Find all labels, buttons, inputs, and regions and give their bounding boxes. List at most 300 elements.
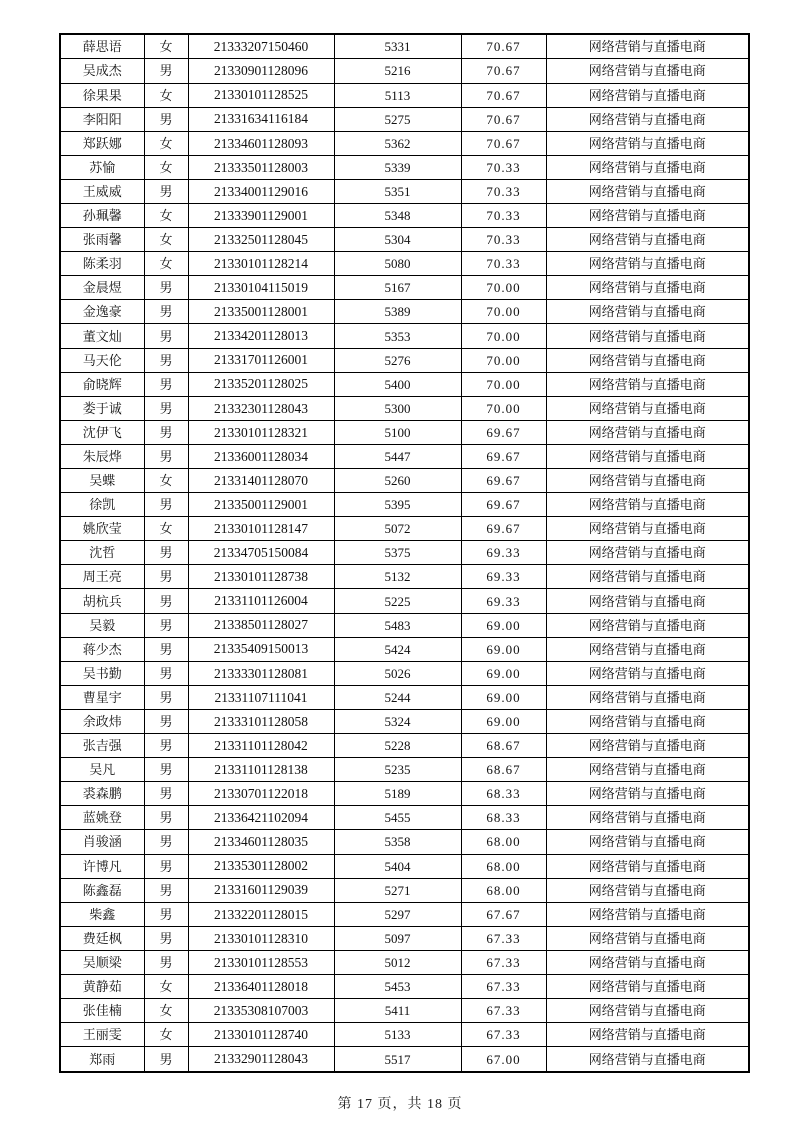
cell-name: 黄静茹 — [60, 974, 144, 998]
table-row — [60, 1047, 749, 1072]
cell-gender: 女 — [144, 469, 188, 493]
cell-exam-id: 21334601128093 — [188, 131, 334, 155]
cell-candidate-number: 5362 — [334, 131, 461, 155]
cell-name: 陈鑫磊 — [60, 878, 144, 902]
table-row — [60, 974, 749, 998]
cell-exam-id: 21331701126001 — [188, 348, 334, 372]
table-row — [60, 926, 749, 950]
cell-name: 许博凡 — [60, 854, 144, 878]
cell-candidate-number: 5455 — [334, 806, 461, 830]
cell-name: 王丽雯 — [60, 1023, 144, 1047]
cell-gender: 男 — [144, 589, 188, 613]
cell-exam-id: 21330101128147 — [188, 517, 334, 541]
table-row — [60, 613, 749, 637]
cell-major: 网络营销与直播电商 — [546, 830, 749, 854]
cell-candidate-number: 5026 — [334, 661, 461, 685]
cell-name: 马天伦 — [60, 348, 144, 372]
cell-major: 网络营销与直播电商 — [546, 372, 749, 396]
cell-name: 柴鑫 — [60, 902, 144, 926]
cell-score: 67.33 — [461, 999, 546, 1023]
cell-major: 网络营销与直播电商 — [546, 179, 749, 203]
cell-score: 67.33 — [461, 926, 546, 950]
cell-name: 吴书勤 — [60, 661, 144, 685]
table-row — [60, 878, 749, 902]
cell-major: 网络营销与直播电商 — [546, 34, 749, 59]
cell-gender: 男 — [144, 107, 188, 131]
cell-candidate-number: 5300 — [334, 396, 461, 420]
cell-score: 70.33 — [461, 252, 546, 276]
cell-score: 70.00 — [461, 348, 546, 372]
cell-score: 68.00 — [461, 854, 546, 878]
cell-name: 姚欣莹 — [60, 517, 144, 541]
cell-exam-id: 21330101128740 — [188, 1023, 334, 1047]
cell-name: 曹星宇 — [60, 685, 144, 709]
cell-candidate-number: 5189 — [334, 782, 461, 806]
cell-major: 网络营销与直播电商 — [546, 300, 749, 324]
cell-score: 70.67 — [461, 131, 546, 155]
cell-major: 网络营销与直播电商 — [546, 637, 749, 661]
table-row — [60, 661, 749, 685]
cell-score: 67.33 — [461, 974, 546, 998]
table-row — [60, 420, 749, 444]
cell-score: 69.67 — [461, 493, 546, 517]
cell-exam-id: 21334001129016 — [188, 179, 334, 203]
cell-gender: 男 — [144, 493, 188, 517]
cell-candidate-number: 5225 — [334, 589, 461, 613]
cell-name: 吴蝶 — [60, 469, 144, 493]
cell-gender: 男 — [144, 685, 188, 709]
cell-major: 网络营销与直播电商 — [546, 276, 749, 300]
cell-score: 70.67 — [461, 59, 546, 83]
cell-gender: 女 — [144, 155, 188, 179]
cell-score: 69.00 — [461, 685, 546, 709]
cell-name: 张吉强 — [60, 734, 144, 758]
cell-score: 70.33 — [461, 155, 546, 179]
cell-name: 金晨煜 — [60, 276, 144, 300]
cell-score: 67.67 — [461, 902, 546, 926]
cell-major: 网络营销与直播电商 — [546, 734, 749, 758]
cell-name: 吴成杰 — [60, 59, 144, 83]
cell-name: 娄于诚 — [60, 396, 144, 420]
cell-gender: 男 — [144, 878, 188, 902]
cell-exam-id: 21330101128214 — [188, 252, 334, 276]
cell-candidate-number: 5097 — [334, 926, 461, 950]
cell-major: 网络营销与直播电商 — [546, 565, 749, 589]
table-row — [60, 372, 749, 396]
cell-candidate-number: 5080 — [334, 252, 461, 276]
table-row — [60, 999, 749, 1023]
cell-major: 网络营销与直播电商 — [546, 661, 749, 685]
cell-candidate-number: 5167 — [334, 276, 461, 300]
cell-candidate-number: 5447 — [334, 444, 461, 468]
cell-score: 69.33 — [461, 541, 546, 565]
cell-name: 沈伊飞 — [60, 420, 144, 444]
cell-name: 王威威 — [60, 179, 144, 203]
cell-name: 张雨馨 — [60, 228, 144, 252]
cell-score: 69.00 — [461, 661, 546, 685]
cell-exam-id: 21332501128045 — [188, 228, 334, 252]
table-row — [60, 107, 749, 131]
cell-exam-id: 21334601128035 — [188, 830, 334, 854]
table-row — [60, 300, 749, 324]
table-row — [60, 324, 749, 348]
cell-name: 董文灿 — [60, 324, 144, 348]
cell-name: 李阳阳 — [60, 107, 144, 131]
cell-exam-id: 21335409150013 — [188, 637, 334, 661]
cell-candidate-number: 5228 — [334, 734, 461, 758]
cell-exam-id: 21334201128013 — [188, 324, 334, 348]
cell-score: 68.00 — [461, 878, 546, 902]
table-row — [60, 155, 749, 179]
cell-score: 69.00 — [461, 709, 546, 733]
cell-major: 网络营销与直播电商 — [546, 974, 749, 998]
cell-candidate-number: 5276 — [334, 348, 461, 372]
student-roster-table — [59, 33, 750, 1073]
page-number-footer: 第 17 页，共 18 页 — [337, 1097, 463, 1112]
cell-name: 费廷枫 — [60, 926, 144, 950]
cell-major: 网络营销与直播电商 — [546, 709, 749, 733]
cell-exam-id: 21334705150084 — [188, 541, 334, 565]
cell-exam-id: 21335201128025 — [188, 372, 334, 396]
cell-candidate-number: 5375 — [334, 541, 461, 565]
cell-score: 70.67 — [461, 34, 546, 59]
cell-major: 网络营销与直播电商 — [546, 493, 749, 517]
cell-exam-id: 21331101128042 — [188, 734, 334, 758]
cell-gender: 女 — [144, 252, 188, 276]
cell-gender: 男 — [144, 420, 188, 444]
cell-name: 徐凯 — [60, 493, 144, 517]
cell-name: 周王亮 — [60, 565, 144, 589]
cell-exam-id: 21330101128525 — [188, 83, 334, 107]
cell-exam-id: 21330701122018 — [188, 782, 334, 806]
cell-gender: 男 — [144, 661, 188, 685]
table-row — [60, 517, 749, 541]
cell-gender: 男 — [144, 613, 188, 637]
cell-gender: 男 — [144, 541, 188, 565]
cell-major: 网络营销与直播电商 — [546, 420, 749, 444]
cell-score: 70.33 — [461, 179, 546, 203]
cell-exam-id: 21335001128001 — [188, 300, 334, 324]
cell-major: 网络营销与直播电商 — [546, 1047, 749, 1072]
cell-major: 网络营销与直播电商 — [546, 1023, 749, 1047]
cell-major: 网络营销与直播电商 — [546, 228, 749, 252]
cell-candidate-number: 5331 — [334, 34, 461, 59]
cell-gender: 男 — [144, 902, 188, 926]
cell-major: 网络营销与直播电商 — [546, 854, 749, 878]
cell-gender: 男 — [144, 758, 188, 782]
cell-gender: 女 — [144, 974, 188, 998]
table-row — [60, 59, 749, 83]
cell-candidate-number: 5324 — [334, 709, 461, 733]
cell-score: 70.33 — [461, 203, 546, 227]
cell-exam-id: 21332201128015 — [188, 902, 334, 926]
cell-exam-id: 21330101128553 — [188, 950, 334, 974]
cell-candidate-number: 5351 — [334, 179, 461, 203]
cell-name: 肖骏涵 — [60, 830, 144, 854]
cell-major: 网络营销与直播电商 — [546, 950, 749, 974]
cell-score: 68.67 — [461, 758, 546, 782]
cell-exam-id: 21331601129039 — [188, 878, 334, 902]
cell-candidate-number: 5100 — [334, 420, 461, 444]
cell-score: 69.33 — [461, 589, 546, 613]
cell-major: 网络营销与直播电商 — [546, 348, 749, 372]
cell-major: 网络营销与直播电商 — [546, 83, 749, 107]
table-row — [60, 902, 749, 926]
cell-exam-id: 21331107111041 — [188, 685, 334, 709]
cell-exam-id: 21333101128058 — [188, 709, 334, 733]
cell-name: 孙珮馨 — [60, 203, 144, 227]
cell-candidate-number: 5404 — [334, 854, 461, 878]
table-row — [60, 276, 749, 300]
cell-exam-id: 21331634116184 — [188, 107, 334, 131]
table-row — [60, 637, 749, 661]
cell-name: 张佳楠 — [60, 999, 144, 1023]
cell-candidate-number: 5260 — [334, 469, 461, 493]
cell-major: 网络营销与直播电商 — [546, 902, 749, 926]
cell-major: 网络营销与直播电商 — [546, 806, 749, 830]
cell-candidate-number: 5517 — [334, 1047, 461, 1072]
cell-score: 69.00 — [461, 637, 546, 661]
cell-candidate-number: 5358 — [334, 830, 461, 854]
table-row — [60, 685, 749, 709]
table-row — [60, 1023, 749, 1047]
cell-exam-id: 21336001128034 — [188, 444, 334, 468]
cell-gender: 男 — [144, 950, 188, 974]
cell-exam-id: 21330901128096 — [188, 59, 334, 83]
cell-exam-id: 21333207150460 — [188, 34, 334, 59]
cell-name: 郑雨 — [60, 1047, 144, 1072]
cell-score: 70.67 — [461, 83, 546, 107]
cell-exam-id: 21338501128027 — [188, 613, 334, 637]
cell-major: 网络营销与直播电商 — [546, 155, 749, 179]
cell-gender: 女 — [144, 517, 188, 541]
cell-major: 网络营销与直播电商 — [546, 589, 749, 613]
cell-score: 67.33 — [461, 1023, 546, 1047]
table-row — [60, 469, 749, 493]
cell-candidate-number: 5133 — [334, 1023, 461, 1047]
cell-exam-id: 21331401128070 — [188, 469, 334, 493]
table-row — [60, 565, 749, 589]
cell-name: 吴顺梁 — [60, 950, 144, 974]
table-row — [60, 782, 749, 806]
cell-candidate-number: 5389 — [334, 300, 461, 324]
table-row — [60, 806, 749, 830]
table-row — [60, 34, 749, 59]
cell-exam-id: 21333501128003 — [188, 155, 334, 179]
cell-score: 68.33 — [461, 806, 546, 830]
cell-candidate-number: 5424 — [334, 637, 461, 661]
cell-major: 网络营销与直播电商 — [546, 685, 749, 709]
cell-candidate-number: 5271 — [334, 878, 461, 902]
cell-major: 网络营销与直播电商 — [546, 517, 749, 541]
cell-exam-id: 21336421102094 — [188, 806, 334, 830]
cell-score: 68.67 — [461, 734, 546, 758]
cell-major: 网络营销与直播电商 — [546, 396, 749, 420]
cell-gender: 男 — [144, 709, 188, 733]
cell-candidate-number: 5395 — [334, 493, 461, 517]
cell-candidate-number: 5453 — [334, 974, 461, 998]
cell-name: 裘森鹏 — [60, 782, 144, 806]
table-row — [60, 493, 749, 517]
cell-gender: 男 — [144, 854, 188, 878]
cell-gender: 女 — [144, 203, 188, 227]
cell-score: 69.67 — [461, 420, 546, 444]
cell-exam-id: 21335001129001 — [188, 493, 334, 517]
cell-gender: 女 — [144, 999, 188, 1023]
cell-candidate-number: 5012 — [334, 950, 461, 974]
table-row — [60, 758, 749, 782]
cell-gender: 男 — [144, 734, 188, 758]
cell-name: 郑跃娜 — [60, 131, 144, 155]
cell-gender: 男 — [144, 926, 188, 950]
cell-score: 70.33 — [461, 228, 546, 252]
cell-exam-id: 21331101128138 — [188, 758, 334, 782]
cell-gender: 男 — [144, 324, 188, 348]
cell-gender: 男 — [144, 179, 188, 203]
cell-exam-id: 21335308107003 — [188, 999, 334, 1023]
cell-candidate-number: 5113 — [334, 83, 461, 107]
cell-score: 70.00 — [461, 396, 546, 420]
cell-candidate-number: 5132 — [334, 565, 461, 589]
cell-gender: 男 — [144, 444, 188, 468]
cell-name: 吴凡 — [60, 758, 144, 782]
cell-gender: 男 — [144, 276, 188, 300]
table-body — [60, 34, 749, 1072]
cell-candidate-number: 5483 — [334, 613, 461, 637]
cell-exam-id: 21333301128081 — [188, 661, 334, 685]
cell-major: 网络营销与直播电商 — [546, 878, 749, 902]
cell-name: 蒋少杰 — [60, 637, 144, 661]
cell-exam-id: 21330104115019 — [188, 276, 334, 300]
cell-gender: 女 — [144, 228, 188, 252]
cell-exam-id: 21332901128043 — [188, 1047, 334, 1072]
cell-name: 薛思语 — [60, 34, 144, 59]
table-row — [60, 83, 749, 107]
cell-major: 网络营销与直播电商 — [546, 203, 749, 227]
cell-name: 朱辰烨 — [60, 444, 144, 468]
cell-gender: 女 — [144, 83, 188, 107]
cell-candidate-number: 5235 — [334, 758, 461, 782]
table-row — [60, 228, 749, 252]
cell-name: 徐果果 — [60, 83, 144, 107]
cell-gender: 男 — [144, 396, 188, 420]
cell-gender: 男 — [144, 782, 188, 806]
table-row — [60, 830, 749, 854]
cell-gender: 男 — [144, 806, 188, 830]
cell-name: 余政炜 — [60, 709, 144, 733]
cell-major: 网络营销与直播电商 — [546, 131, 749, 155]
cell-score: 68.00 — [461, 830, 546, 854]
table-row — [60, 179, 749, 203]
cell-name: 胡杭兵 — [60, 589, 144, 613]
cell-score: 69.67 — [461, 517, 546, 541]
cell-candidate-number: 5072 — [334, 517, 461, 541]
cell-candidate-number: 5304 — [334, 228, 461, 252]
cell-major: 网络营销与直播电商 — [546, 541, 749, 565]
cell-major: 网络营销与直播电商 — [546, 444, 749, 468]
table-row — [60, 252, 749, 276]
cell-candidate-number: 5353 — [334, 324, 461, 348]
cell-exam-id: 21336401128018 — [188, 974, 334, 998]
cell-gender: 男 — [144, 59, 188, 83]
table-row — [60, 854, 749, 878]
cell-candidate-number: 5216 — [334, 59, 461, 83]
table-row — [60, 131, 749, 155]
cell-major: 网络营销与直播电商 — [546, 999, 749, 1023]
cell-candidate-number: 5297 — [334, 902, 461, 926]
cell-candidate-number: 5400 — [334, 372, 461, 396]
table-row — [60, 709, 749, 733]
cell-name: 吴毅 — [60, 613, 144, 637]
table-row — [60, 734, 749, 758]
cell-name: 陈柔羽 — [60, 252, 144, 276]
cell-candidate-number: 5275 — [334, 107, 461, 131]
cell-exam-id: 21332301128043 — [188, 396, 334, 420]
cell-candidate-number: 5411 — [334, 999, 461, 1023]
cell-gender: 男 — [144, 1047, 188, 1072]
cell-exam-id: 21335301128002 — [188, 854, 334, 878]
cell-candidate-number: 5348 — [334, 203, 461, 227]
cell-exam-id: 21330101128310 — [188, 926, 334, 950]
cell-exam-id: 21330101128321 — [188, 420, 334, 444]
cell-score: 69.33 — [461, 565, 546, 589]
cell-score: 67.00 — [461, 1047, 546, 1072]
cell-gender: 男 — [144, 637, 188, 661]
cell-name: 苏愉 — [60, 155, 144, 179]
cell-name: 俞晓辉 — [60, 372, 144, 396]
table-row — [60, 589, 749, 613]
cell-score: 69.00 — [461, 613, 546, 637]
cell-major: 网络营销与直播电商 — [546, 59, 749, 83]
cell-gender: 男 — [144, 565, 188, 589]
cell-gender: 女 — [144, 34, 188, 59]
cell-score: 70.00 — [461, 276, 546, 300]
cell-gender: 男 — [144, 300, 188, 324]
cell-score: 67.33 — [461, 950, 546, 974]
cell-major: 网络营销与直播电商 — [546, 324, 749, 348]
table-row — [60, 541, 749, 565]
cell-candidate-number: 5244 — [334, 685, 461, 709]
table-row — [60, 396, 749, 420]
cell-score: 70.00 — [461, 300, 546, 324]
table-row — [60, 348, 749, 372]
cell-score: 68.33 — [461, 782, 546, 806]
cell-score: 69.67 — [461, 469, 546, 493]
cell-exam-id: 21333901129001 — [188, 203, 334, 227]
cell-major: 网络营销与直播电商 — [546, 613, 749, 637]
table-row — [60, 203, 749, 227]
cell-gender: 女 — [144, 131, 188, 155]
table-row — [60, 950, 749, 974]
cell-name: 蓝姚登 — [60, 806, 144, 830]
cell-major: 网络营销与直播电商 — [546, 469, 749, 493]
cell-major: 网络营销与直播电商 — [546, 758, 749, 782]
cell-major: 网络营销与直播电商 — [546, 782, 749, 806]
cell-major: 网络营销与直播电商 — [546, 926, 749, 950]
table-row — [60, 444, 749, 468]
cell-gender: 男 — [144, 830, 188, 854]
cell-name: 金逸豪 — [60, 300, 144, 324]
cell-major: 网络营销与直播电商 — [546, 252, 749, 276]
cell-gender: 女 — [144, 1023, 188, 1047]
cell-major: 网络营销与直播电商 — [546, 107, 749, 131]
cell-gender: 男 — [144, 348, 188, 372]
cell-candidate-number: 5339 — [334, 155, 461, 179]
cell-name: 沈哲 — [60, 541, 144, 565]
cell-score: 69.67 — [461, 444, 546, 468]
cell-score: 70.00 — [461, 324, 546, 348]
cell-score: 70.67 — [461, 107, 546, 131]
